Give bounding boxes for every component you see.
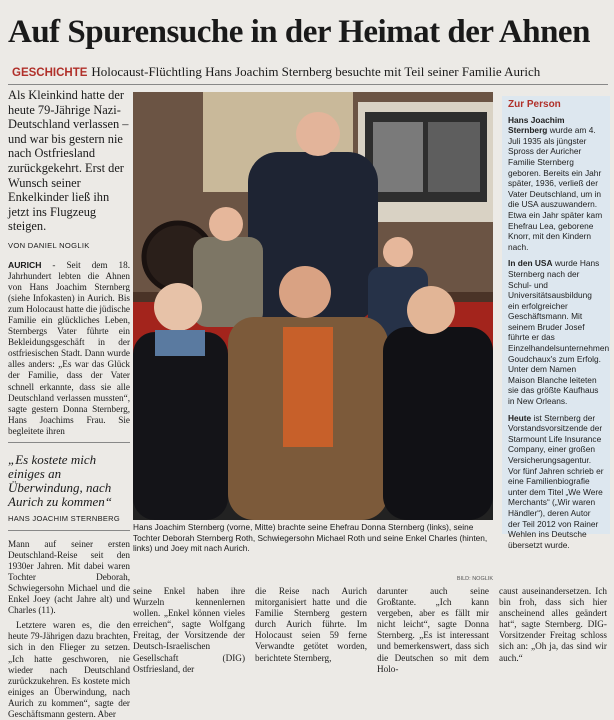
body-paragraph-3: Letztere waren es, die den heute 79-Jährigen dazu brachten, sich in den Flieger zu setzen. „Ich hatte geschworen, nie wieder nach Deutschland zurückzukehren. Es kostete mich einiges an Überwindung, nach Aurich zu kommen“, sagte der Geschäftsmann gestern. Aber bbox=[8, 620, 130, 720]
bottom-columns bbox=[133, 586, 609, 674]
info-box-title: Zur Person bbox=[508, 99, 561, 110]
photo-caption: Hans Joachim Sternberg (vorne, Mitte) brachte seine Ehefrau Donna Sternberg (links), seine Tochter Deborah Sternberg Roth, Schwiegersohn Michael Roth und seine Enkel Charles (hinten, links) und Joey mit nach Aurich. bbox=[133, 522, 488, 554]
info-box-paragraph-3: Heute ist Sternberg der Vorstandsvorsitzende der Starmount Life Insurance Company, einer großen Versicherungsagentur. Vor fünf Jahren schrieb er eine Familienbiografie unter dem Titel „We Were Merchants“ („Wir waren Händler“), deren Autor der Teil 2012 von Rainer Wehlen ins Deutsche übersetzt wurde. bbox=[508, 412, 604, 550]
dateline: AURICH bbox=[8, 259, 42, 270]
info-box-paragraph-1: Hans Joachim Sternberg wurde am 4. Juli 1935 als jüngster Spross der Auricher Familie Sternberg geboren. Bereits ein Jahr später, 1936, verließ der Vater Deutschland, um in die USA auszuwandern. Etwa ein Jahr später kam Ehefrau Lea, geborene Knorr, mit den Kindern nach. bbox=[508, 114, 603, 252]
section-kicker: GESCHICHTE bbox=[12, 67, 88, 79]
bottom-column-4: caust auseinandersetzen. Ich bin froh, dass sich hier anscheinend alles geändert hat“, sagte Sternberg. DIG-Vorsitzender Freitag schloss sich an: „Oh ja, das sind wir auch.“ bbox=[499, 586, 607, 663]
headline: Auf Spurensuche in der Heimat der Ahnen bbox=[8, 14, 590, 50]
intro-text: Als Kleinkind hatte der heute 79-Jährige Nazi-Deutschland verlassen – und war bis gestern nie nach Ostfriesland zurückgekehrt. Erst der Wunsch seiner Enkelkinder ließ ihn jetzt ins Flugzeug steigen. bbox=[8, 88, 129, 234]
info-box bbox=[502, 96, 610, 550]
byline: VON DANIEL NOGLIK bbox=[8, 240, 90, 250]
pullquote: „Es kostete mich einiges an Überwindung, nach Aurich zu kommen“ bbox=[8, 452, 112, 510]
body-paragraph-2: Mann auf seiner ersten Deutschland-Reise seit den 1930er Jahren. Mit dabei waren Tochter Deborah, Schwiegersohn Michael und die Enkel Joey (acht Jahre alt) und Charles (11). bbox=[8, 538, 130, 616]
left-column bbox=[8, 88, 130, 720]
family-photo-illustration bbox=[133, 92, 493, 520]
bottom-column-1: seine Enkel haben ihre Wurzeln kennenlernen wollen. „Enkel können vieles erreichen“, sagte Wolfgang Freitag, der Vorsitzende der Deutsch-Israelischen Gesellschaft (DIG) Ostfriesland, der bbox=[133, 586, 245, 674]
photo-credit: BILD: NOGLIK bbox=[456, 576, 493, 582]
family-photo bbox=[133, 92, 493, 520]
pullquote-author: HANS JOACHIM STERNBERG bbox=[8, 514, 121, 524]
pullquote-rule-top bbox=[8, 442, 130, 443]
info-box-paragraph-2: In den USA wurde Hans Sternberg nach der Schul- und Universitätsausbildung ein erfolgreicher Geschäftsmann. Mit seinem Bruder Josef führte er das Einzelhandelsunternehmen Goudchaux's zum Erfolg. Unter dem Namen Maison Blanche leiteten sie das größte Kaufhaus in New Orleans. bbox=[508, 258, 610, 407]
bottom-column-2: die Reise nach Aurich mitorganisiert hatte und die Familie Sternberg gestern durch Aurich führte. Im Holocaust seien 59 ferne Verwandte getötet worden, berichtete Sternberg, bbox=[255, 586, 367, 663]
subheadline-text: Holocaust-Flüchtling Hans Joachim Sternberg besuchte mit Teil seiner Familie Aurich bbox=[91, 64, 541, 79]
subheadline bbox=[12, 64, 610, 80]
pullquote-rule-bottom bbox=[8, 530, 130, 531]
headline-rule bbox=[8, 84, 608, 85]
body-paragraph-1: AURICH - Seit dem 18. Jahrhundert lebten die Ahnen von Hans Joachim Sternberg (siehe Infokasten) in Aurich. Bis zum Holocaust hatte die jüdische Familie ein glückliches Leben, Sternbergs Vater führte ein Bekleidungsgeschäft in der ostfriesischen Stadt. Dann wurde alles anders: „Es war das Glück der Familie, dass der Vater schnell erkannte, dass sie alle Deutschland verlassen mussten“, sagte gestern Donna Sternberg, Hans Joachims Frau. Sie begleitete ihren bbox=[8, 259, 130, 436]
bottom-column-3: darunter auch seine Großtante. „Ich kann vergeben, aber es fällt mir nicht leicht“, sagte Donna Sternberg. „Es ist interessant und bemerkenswert, dass sich die Deutschen so mit dem Holo- bbox=[377, 586, 489, 674]
